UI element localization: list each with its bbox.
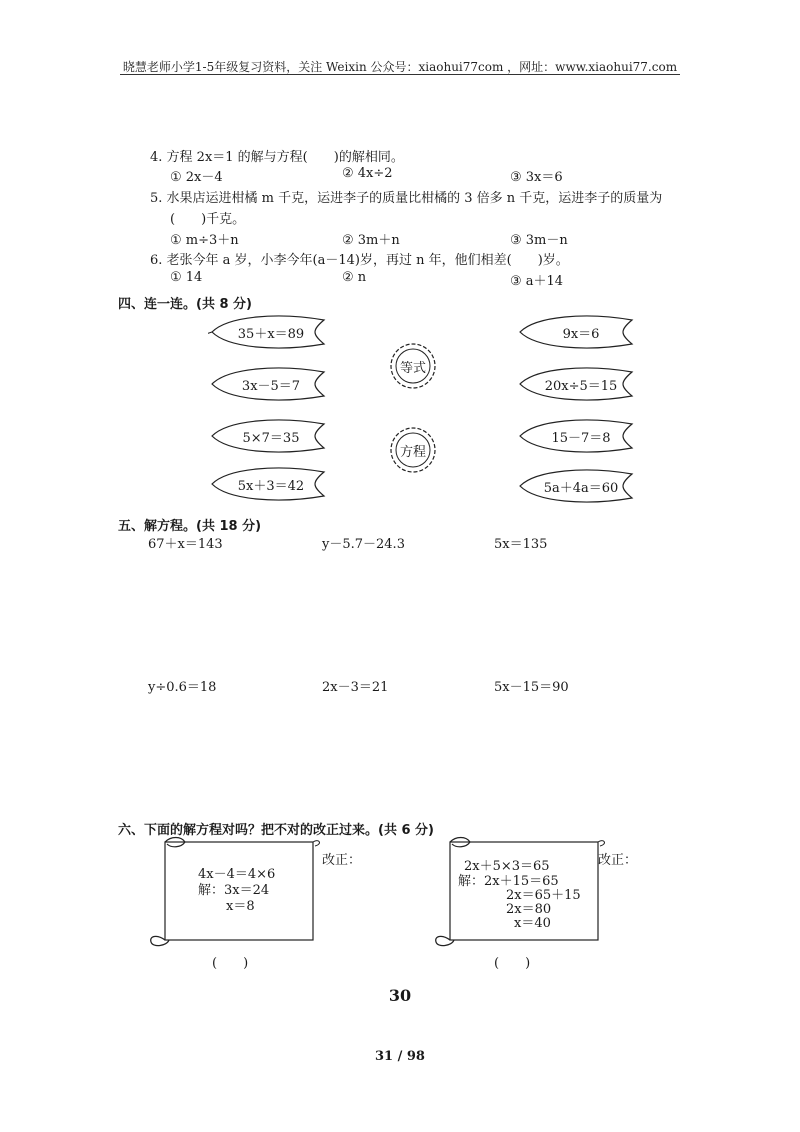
equation-5-5: 2x－3＝21 — [322, 680, 389, 695]
equation-5-6: 5x－15＝90 — [494, 680, 569, 695]
equation-5-2: y－5.7－24.3 — [322, 537, 405, 552]
question-6-option-1: ① 14 — [170, 270, 203, 285]
left-answer-paren[interactable]: ( ) — [212, 956, 249, 971]
question-5-option-3: ③ 3m－n — [510, 233, 568, 248]
leaf-card[interactable] — [512, 312, 636, 352]
leaf-card[interactable] — [512, 466, 636, 506]
leaf-card[interactable] — [208, 312, 328, 352]
question-6-stem: 6. 老张今年 a 岁，小李今年(a－14)岁，再过 n 年，他们相差( )岁。 — [150, 253, 569, 268]
leaf-equation: 15－7＝8 — [551, 431, 611, 446]
equation-5-4: y÷0.6＝18 — [148, 680, 217, 695]
question-4-option-1: ① 2x－4 — [170, 170, 223, 185]
section-4-title: 四、连一连。(共 8 分) — [118, 297, 252, 312]
left-solution-line-1: 4x－4＝4×6 — [198, 867, 276, 882]
leaf-equation: 35＋x＝89 — [237, 327, 305, 342]
question-4-option-3: ③ 3x＝6 — [510, 170, 563, 185]
page-number: 30 — [388, 986, 412, 1005]
left-correction-label: 改正： — [322, 853, 362, 868]
leaf-equation: 5x＋3＝42 — [237, 479, 305, 494]
right-correction-label: 改正： — [598, 853, 638, 868]
leaf-card[interactable] — [512, 364, 636, 404]
question-6-option-2: ② n — [342, 270, 367, 285]
header-divider — [120, 74, 680, 75]
question-5-stem: 5. 水果店运进柑橘 m 千克，运进李子的质量比柑橘的 3 倍多 n 千克，运进李子的质量为 — [150, 191, 663, 206]
leaf-equation: 5a＋4a＝60 — [543, 481, 619, 496]
section-5-title: 五、解方程。(共 18 分) — [118, 519, 262, 534]
section-6-title: 六、下面的解方程对吗？把不对的改正过来。(共 6 分) — [118, 823, 434, 838]
flower-badge[interactable] — [383, 340, 443, 392]
left-solution-line-3: x＝8 — [226, 899, 255, 914]
leaf-card[interactable] — [208, 416, 328, 456]
question-6-option-3: ③ a＋14 — [510, 274, 564, 289]
question-5-option-1: ① m÷3＋n — [170, 233, 239, 248]
leaf-card[interactable] — [208, 364, 328, 404]
leaf-card[interactable] — [208, 464, 328, 504]
right-solution-line-4: 2x＝80 — [506, 902, 552, 917]
flower-label: 等式 — [399, 361, 426, 376]
leaf-equation: 5×7＝35 — [242, 431, 300, 446]
right-solution-line-5: x＝40 — [514, 916, 551, 931]
leaf-equation: 3x－5＝7 — [241, 379, 301, 394]
question-4-stem: 4. 方程 2x＝1 的解与方程( )的解相同。 — [150, 150, 404, 165]
flower-label: 方程 — [399, 445, 426, 460]
question-5-option-2: ② 3m＋n — [342, 233, 400, 248]
equation-5-3: 5x＝135 — [494, 537, 548, 552]
leaf-equation: 20x÷5＝15 — [544, 379, 618, 394]
left-solution-line-2: 解：3x＝24 — [198, 883, 270, 898]
right-answer-paren[interactable]: ( ) — [494, 956, 531, 971]
right-solution-line-2: 解：2x＋15＝65 — [458, 874, 559, 889]
right-solution-line-3: 2x＝65＋15 — [506, 888, 581, 903]
equation-5-1: 67＋x＝143 — [148, 537, 223, 552]
question-5-stem-continued: ( )千克。 — [170, 212, 246, 227]
leaf-card[interactable] — [512, 416, 636, 456]
right-solution-line-1: 2x＋5×3＝65 — [464, 859, 550, 874]
page-counter: 31 / 98 — [375, 1049, 425, 1064]
page-header: 晓慧老师小学1-5年级复习资料，关注 Weixin 公众号：xiaohui77com ，网址：www.xiaohui77.com — [122, 60, 678, 74]
leaf-equation: 9x＝6 — [562, 327, 600, 342]
question-4-option-2: ② 4x÷2 — [342, 166, 393, 181]
flower-badge[interactable] — [383, 424, 443, 476]
